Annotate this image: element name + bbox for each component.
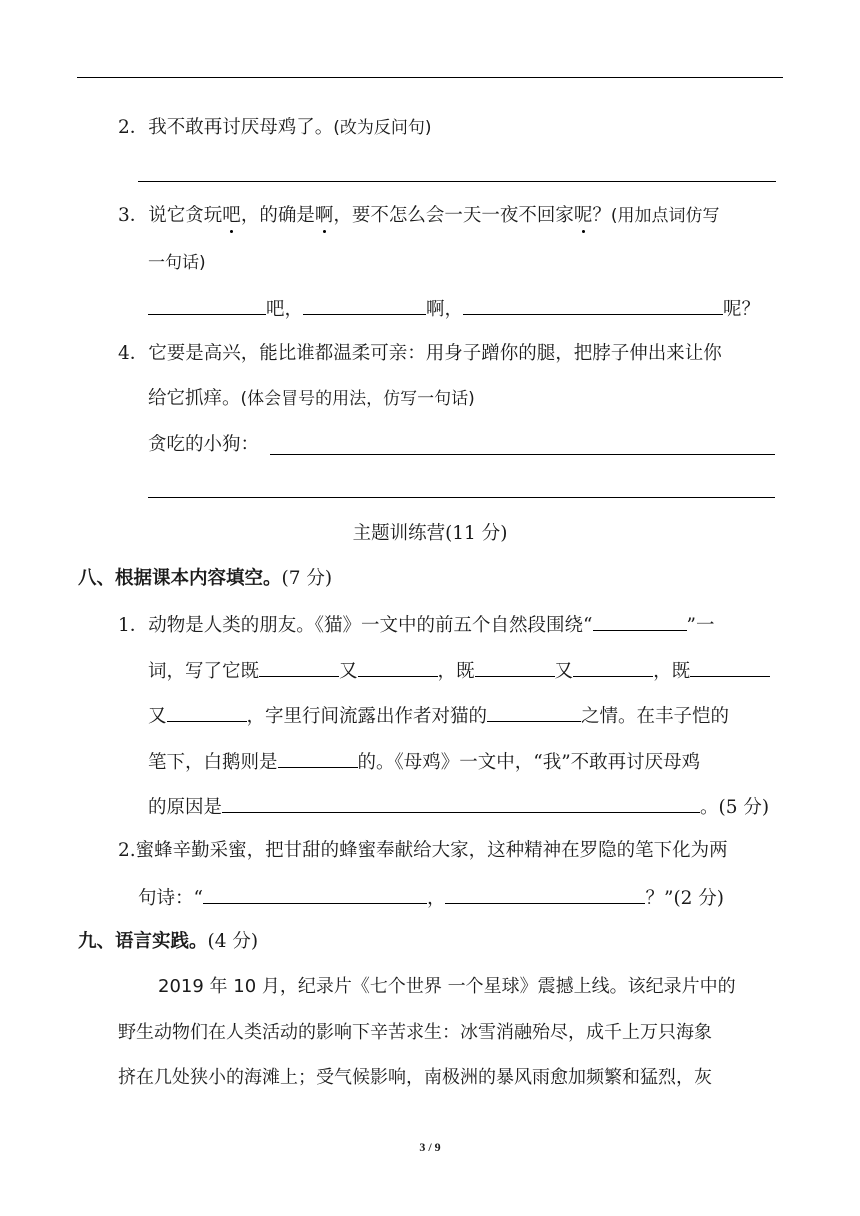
section-score: (7 分) — [281, 568, 333, 589]
s8-q1-line1 — [118, 612, 714, 638]
dotted-word: 吧 — [222, 205, 241, 226]
question-text: 它要是高兴，能比谁都温柔可亲：用身子蹭你的腿，把脖子伸出来让你 — [148, 343, 722, 364]
question-text: 。(5 分) — [700, 797, 770, 818]
page-number: 3 / 9 — [419, 1140, 441, 1154]
q3-text-part: ，要不怎么会一天一夜不回家 — [333, 205, 574, 226]
fill-label: 呢？ — [723, 299, 761, 320]
dotted-word: 呢 — [573, 205, 593, 226]
question-number: 4． — [118, 343, 149, 364]
answer-line-q2[interactable] — [138, 181, 776, 182]
section-score: (4 分) — [207, 931, 259, 952]
question-text: 我不敢再讨厌母鸡了。 — [148, 117, 334, 138]
question-text: 又 — [339, 661, 358, 682]
s8-q1-line2 — [148, 658, 770, 684]
section-title: 九、语言实践。 — [78, 931, 208, 952]
question-text: 又 — [554, 661, 574, 682]
question-text: 句诗：“ — [138, 888, 203, 909]
q3-fill-line — [148, 296, 760, 322]
section-heading: 主题训练营(11 分) — [352, 523, 508, 544]
blank-field[interactable] — [259, 658, 339, 677]
s8-q1-line4 — [148, 749, 700, 775]
blank-field[interactable] — [358, 658, 438, 677]
question-text: 词，写了它既 — [148, 661, 260, 682]
blank-field[interactable] — [487, 703, 581, 722]
question-text: ”一 — [686, 615, 715, 636]
question-number: 2． — [118, 117, 149, 138]
s8-q1-line3 — [148, 703, 729, 729]
prompt-label: 贪吃的小狗： — [148, 434, 260, 455]
question-hint: (用加点词仿写 — [610, 206, 720, 226]
q4-prompt-line — [148, 433, 259, 457]
question-text: 的。《母鸡》一文中，“我”不敢再讨厌母鸡 — [357, 752, 701, 773]
s8-q2-line2 — [138, 885, 724, 911]
fill-label: 吧， — [266, 299, 304, 320]
dotted-word: 啊 — [314, 205, 334, 226]
question-3 — [118, 204, 720, 228]
blank-field[interactable] — [475, 658, 555, 677]
blank-field[interactable] — [222, 794, 700, 813]
blank-field[interactable] — [593, 612, 687, 631]
question-4-cont — [148, 387, 475, 411]
blank-field[interactable] — [303, 296, 426, 315]
question-text: ？”(2 分) — [645, 888, 725, 909]
question-text: ，既 — [653, 661, 691, 682]
question-text: ， — [426, 888, 446, 909]
header-rule — [77, 77, 783, 78]
question-text: 又 — [148, 706, 167, 727]
question-text: ，字里行间流露出作者对猫的 — [246, 706, 488, 727]
section-title: 八、根据课本内容填空。 — [78, 568, 282, 589]
question-text: 笔下，白鹅则是 — [148, 752, 278, 773]
q3-text-part: ？ — [592, 205, 611, 226]
question-2 — [118, 116, 432, 140]
section-9-title — [78, 930, 258, 954]
question-hint: (体会冒号的用法，仿写一句话) — [240, 389, 475, 409]
question-text: ，既 — [437, 661, 475, 682]
blank-field[interactable] — [203, 885, 427, 904]
blank-field[interactable] — [463, 296, 723, 315]
fill-label: 啊， — [426, 299, 464, 320]
blank-field[interactable] — [573, 658, 653, 677]
s8-q2-line1: 2.蜜蜂辛勤采蜜，把甘甜的蜂蜜奉献给大家，这种精神在罗隐的笔下化为两 — [118, 840, 728, 861]
section-8-title — [78, 567, 332, 591]
question-hint-cont: 一句话) — [148, 253, 206, 273]
blank-field[interactable] — [148, 296, 266, 315]
question-number: 1． — [118, 615, 149, 636]
answer-line-q4b[interactable] — [148, 497, 775, 498]
question-text: 动物是人类的朋友。《猫》一文中的前五个自然段围绕“ — [148, 615, 593, 636]
question-text: 给它抓痒。 — [148, 388, 241, 409]
blank-field[interactable] — [167, 703, 247, 722]
question-text: 的原因是 — [148, 797, 223, 818]
question-text: 之情。在丰子恺的 — [581, 706, 730, 727]
q3-text-part: ，的确是 — [240, 205, 315, 226]
q3-text-part: 说它贪玩 — [148, 205, 223, 226]
paragraph-line: 挤在几处狭小的海滩上；受气候影响，南极洲的暴风雨愈加频繁和猛烈，灰 — [118, 1067, 712, 1088]
paragraph-line: 野生动物们在人类活动的影响下辛苦求生：冰雪消融殆尽，成千上万只海象 — [118, 1022, 712, 1043]
blank-field[interactable] — [690, 658, 770, 677]
question-number: 3． — [118, 205, 149, 226]
paragraph-line: 2019 年 10 月，纪录片《七个世界 一个星球》震撼上线。该纪录片中的 — [158, 976, 736, 997]
blank-field[interactable] — [278, 749, 358, 768]
question-4 — [118, 342, 722, 366]
s8-q1-line5 — [148, 794, 769, 820]
blank-field[interactable] — [445, 885, 645, 904]
question-hint: (改为反问句) — [333, 118, 432, 138]
answer-line-q4a[interactable] — [270, 454, 775, 455]
